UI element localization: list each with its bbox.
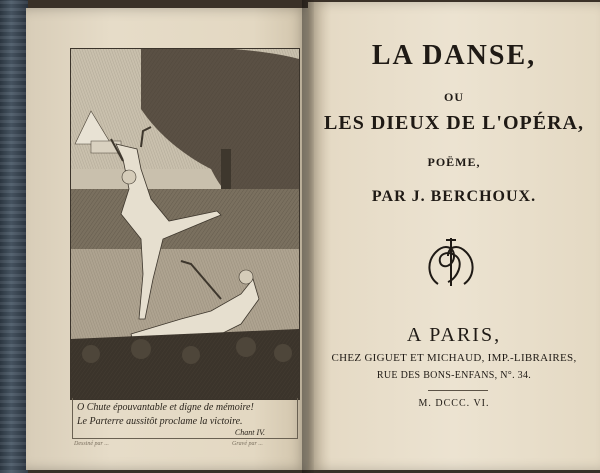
imprint-publisher: CHEZ GIGUET ET MICHAUD, IMP.-LIBRAIRES,: [331, 352, 577, 364]
caption-line-1: O Chute épouvantable et digne de mémoire!: [77, 402, 254, 413]
engraving-caption: [72, 398, 298, 439]
title-conjunction: OU: [444, 90, 464, 104]
imprint-address: RUE DES BONS-ENFANS, N°. 34.: [376, 370, 532, 381]
imprint-date: M. DCCC. VI.: [418, 398, 490, 409]
title-subtitle: LES DIEUX DE L'OPÉRA,: [324, 112, 584, 134]
monogram-ornament-icon: [418, 232, 484, 292]
frontispiece-engraving: [70, 48, 300, 400]
caption-reference: Chant IV.: [234, 428, 265, 437]
engraver-credit: Gravé par ...: [232, 441, 263, 447]
divider-rule: [428, 390, 488, 391]
engraving-illustration: [71, 49, 299, 399]
book-binding: [0, 0, 28, 473]
imprint-place: A PARIS,: [406, 324, 502, 346]
artist-credit: Dessiné par ...: [74, 441, 109, 447]
caption-line-2: Le Parterre aussitôt proclame la victoire.: [77, 416, 243, 427]
title-genre: POËME,: [427, 155, 481, 169]
title-main: LA DANSE,: [371, 40, 537, 71]
title-author: PAR J. BERCHOUX.: [371, 188, 537, 205]
